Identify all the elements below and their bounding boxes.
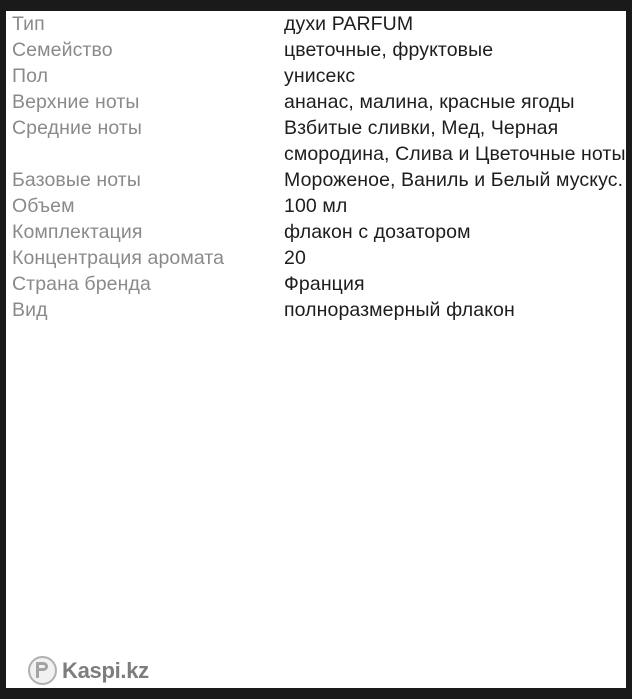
table-row xyxy=(12,11,632,37)
spec-value: духи PARFUM xyxy=(284,13,414,35)
spec-label: Семейство xyxy=(12,39,113,61)
spec-label: Вид xyxy=(12,299,48,321)
table-row xyxy=(12,297,632,323)
spec-value: флакон с дозатором xyxy=(284,221,471,243)
top-letterbox-bar xyxy=(6,0,632,11)
spec-label: Базовые ноты xyxy=(12,169,141,191)
table-row xyxy=(12,37,632,63)
spec-label: Тип xyxy=(12,13,45,35)
table-row xyxy=(12,193,632,219)
table-row xyxy=(12,271,632,297)
specification-table xyxy=(12,11,632,323)
spec-value: цветочные, фруктовые xyxy=(284,39,494,61)
spec-label: Страна бренда xyxy=(12,273,151,295)
spec-value: Взбитые сливки, Мед, Черная смородина, Слива и Цветочные ноты xyxy=(284,117,626,165)
table-row xyxy=(12,115,632,167)
spec-value: Франция xyxy=(284,273,365,295)
spec-value: 20 xyxy=(284,247,306,269)
table-row xyxy=(12,89,632,115)
spec-label: Объем xyxy=(12,195,75,217)
table-row xyxy=(12,245,632,271)
watermark xyxy=(28,656,149,685)
spec-label: Средние ноты xyxy=(12,117,142,139)
spec-value: унисекс xyxy=(284,65,356,87)
bottom-letterbox-bar xyxy=(6,688,632,699)
table-row xyxy=(12,167,632,193)
spec-label: Комплектация xyxy=(12,221,143,243)
table-row xyxy=(12,219,632,245)
spec-value: полноразмерный флакон xyxy=(284,299,515,321)
spec-value: 100 мл xyxy=(284,195,348,217)
spec-label: Концентрация аромата xyxy=(12,247,225,269)
spec-label: Верхние ноты xyxy=(12,91,140,113)
magnifier-logo-icon xyxy=(28,656,57,685)
spec-value: ананас, малина, красные ягоды xyxy=(284,91,575,113)
spec-value: Мороженое, Ваниль и Белый мускус. xyxy=(284,169,624,191)
spec-label: Пол xyxy=(12,65,49,87)
table-row xyxy=(12,63,632,89)
watermark-label: Kaspi.kz xyxy=(62,657,149,683)
